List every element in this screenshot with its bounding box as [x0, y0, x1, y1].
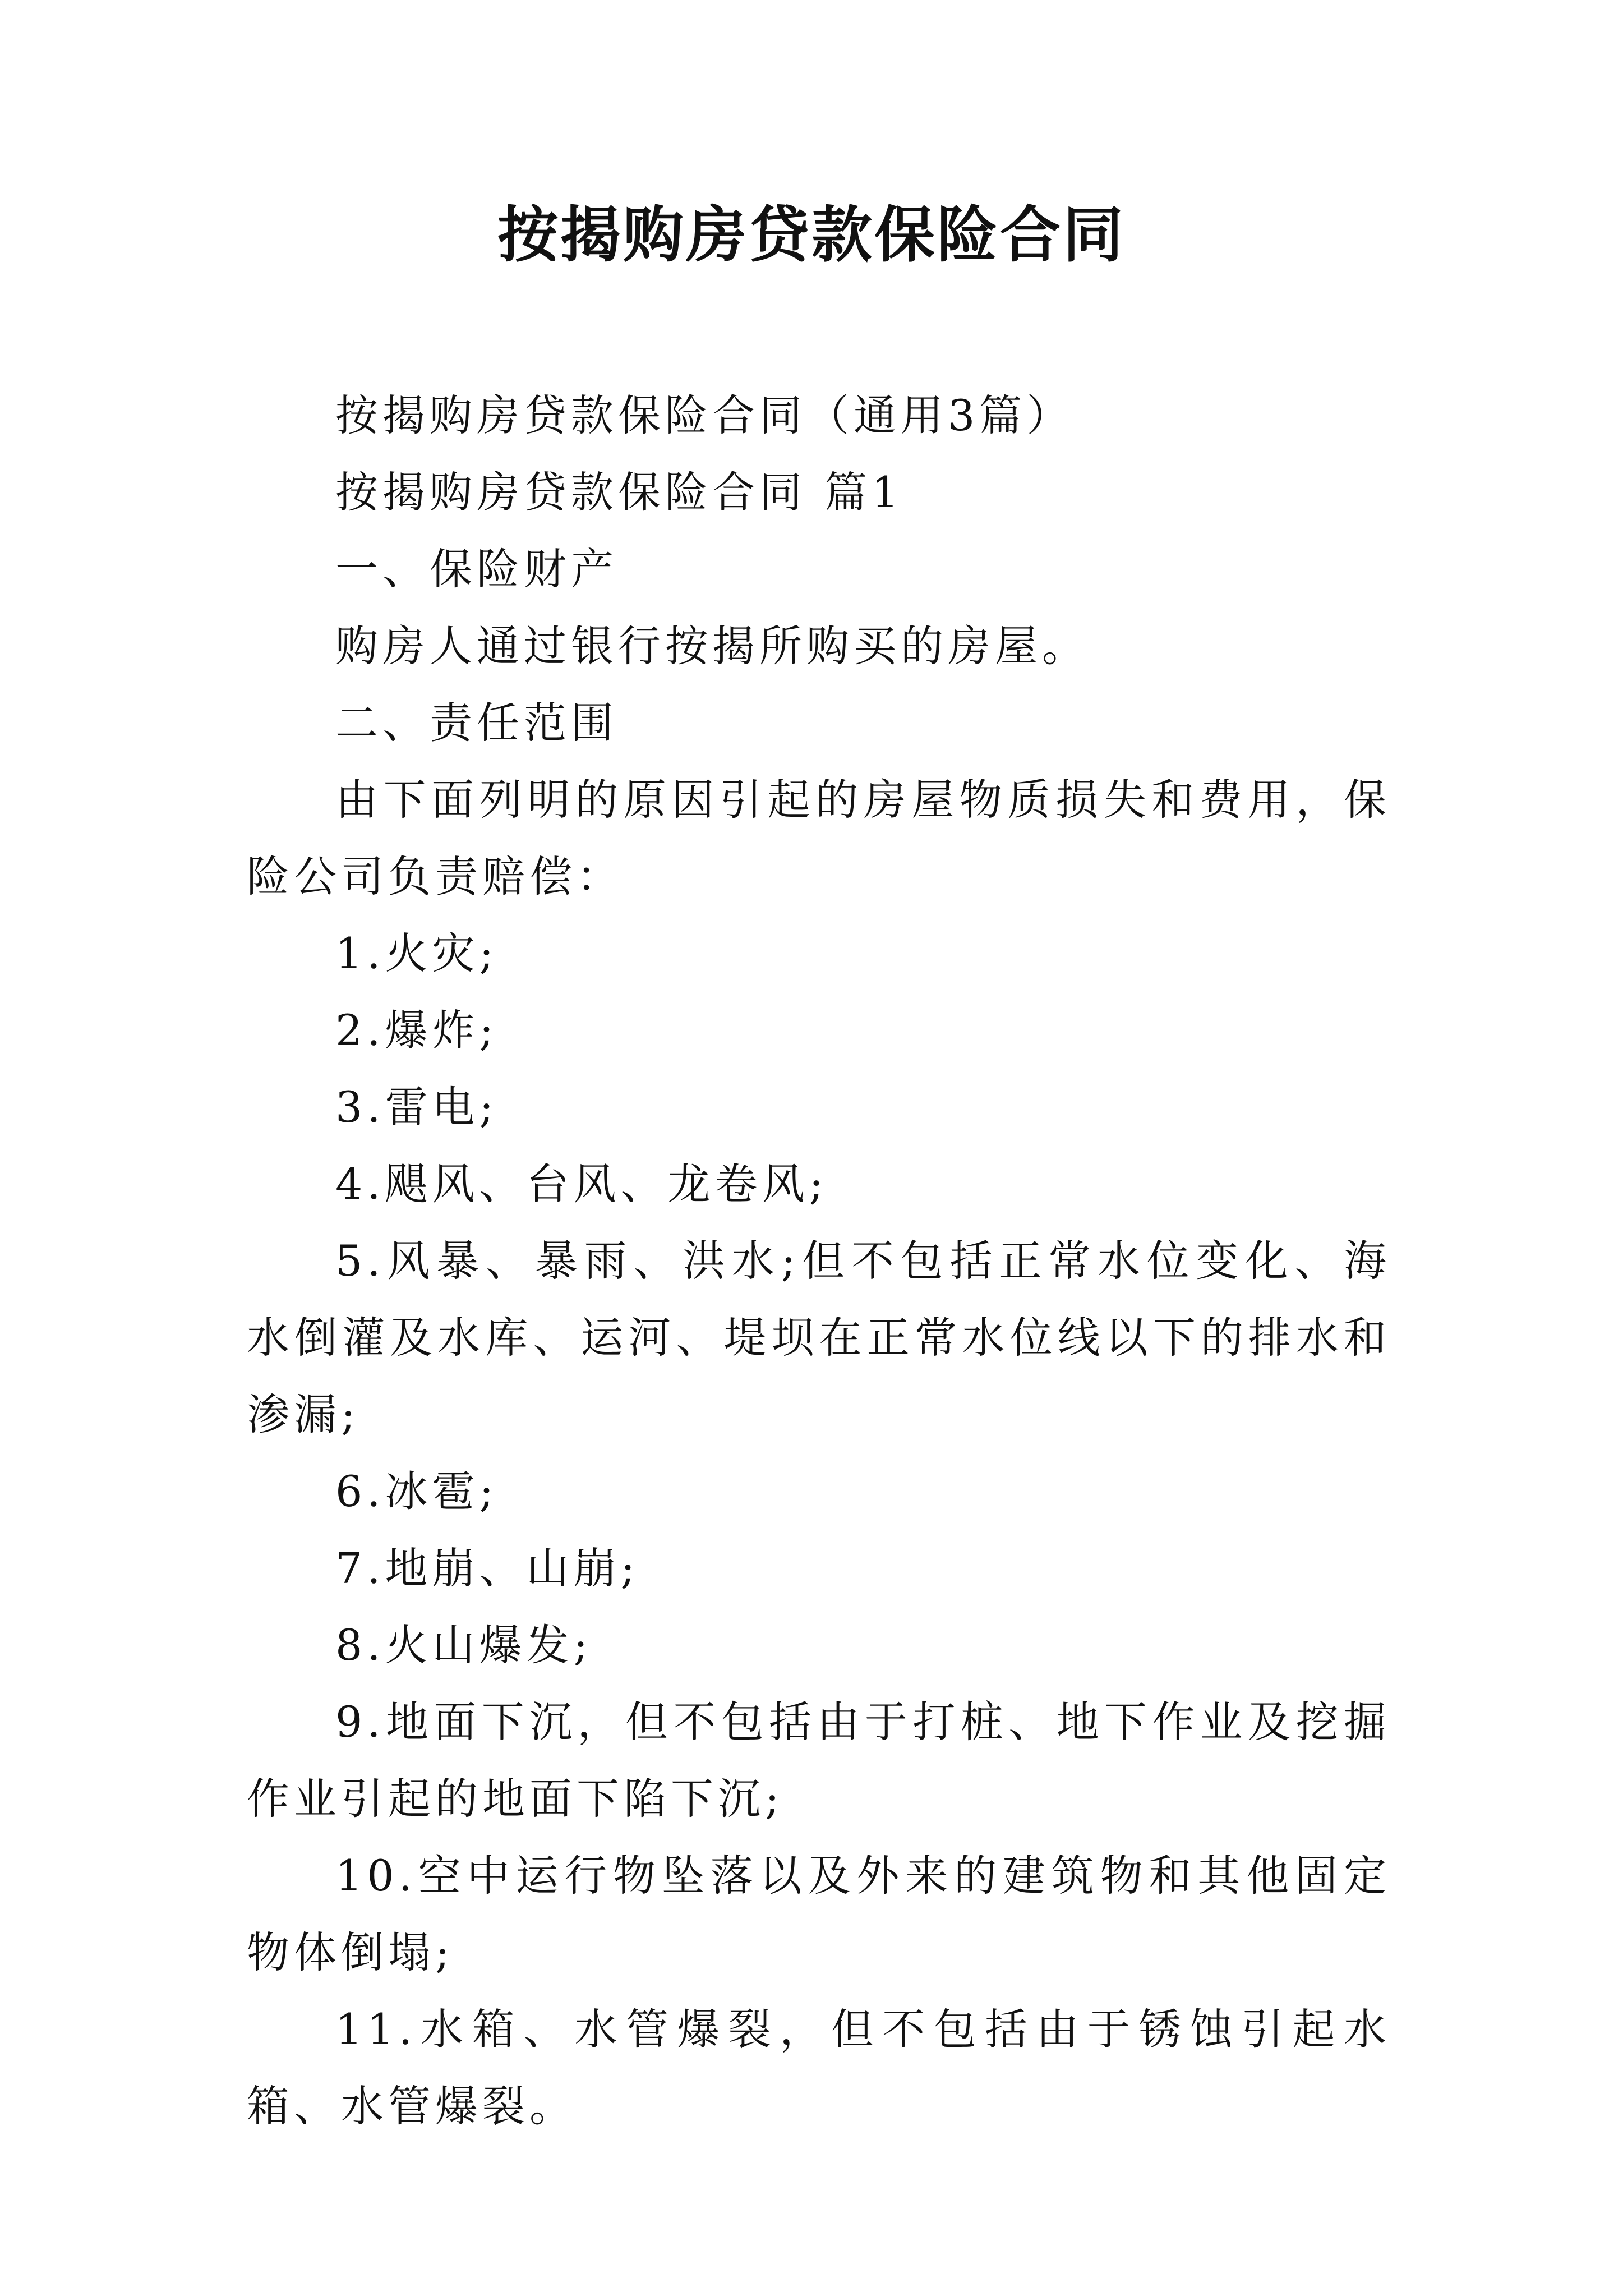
paragraph-heading-insured-property: 一、保险财产	[335, 544, 618, 594]
document-body	[247, 377, 1391, 2145]
list-item: 8.火山爆发;	[335, 1620, 593, 1670]
paragraph-section-heading: 按揭购房贷款保险合同 篇1	[335, 467, 903, 517]
paragraph-subtitle: 按揭购房贷款保险合同（通用3篇）	[335, 390, 1074, 440]
list-item: 6.冰雹;	[335, 1466, 499, 1516]
list-item: 5.风暴、暴雨、洪水;但不包括正常水位变化、海水倒灌及水库、运河、堤坝在正常水位线以下的排水和渗漏;	[247, 1236, 1391, 1439]
paragraph: 购房人通过银行按揭所购买的房屋。	[335, 621, 1089, 671]
list-item: 2.爆炸;	[335, 1005, 499, 1055]
paragraph: 由下面列明的原因引起的房屋物质损失和费用，保险公司负责赔偿：	[247, 775, 1391, 901]
list-item: 9.地面下沉，但不包括由于打桩、地下作业及挖掘作业引起的地面下陷下沉;	[247, 1697, 1391, 1824]
document-title: 按揭购房贷款保险合同	[497, 200, 1126, 270]
list-item: 10.空中运行物坠落以及外来的建筑物和其他固定物体倒塌;	[247, 1851, 1391, 1977]
list-item: 3.雷电;	[335, 1082, 499, 1132]
paragraph-heading-liability-scope: 二、责任范围	[335, 698, 618, 748]
list-item: 11.水箱、水管爆裂，但不包括由于锈蚀引起水箱、水管爆裂。	[247, 2004, 1391, 2131]
list-item: 7.地崩、山崩;	[335, 1543, 640, 1593]
list-item: 1.火灾;	[335, 928, 499, 978]
list-item: 4.飓风、台风、龙卷风;	[335, 1159, 828, 1209]
